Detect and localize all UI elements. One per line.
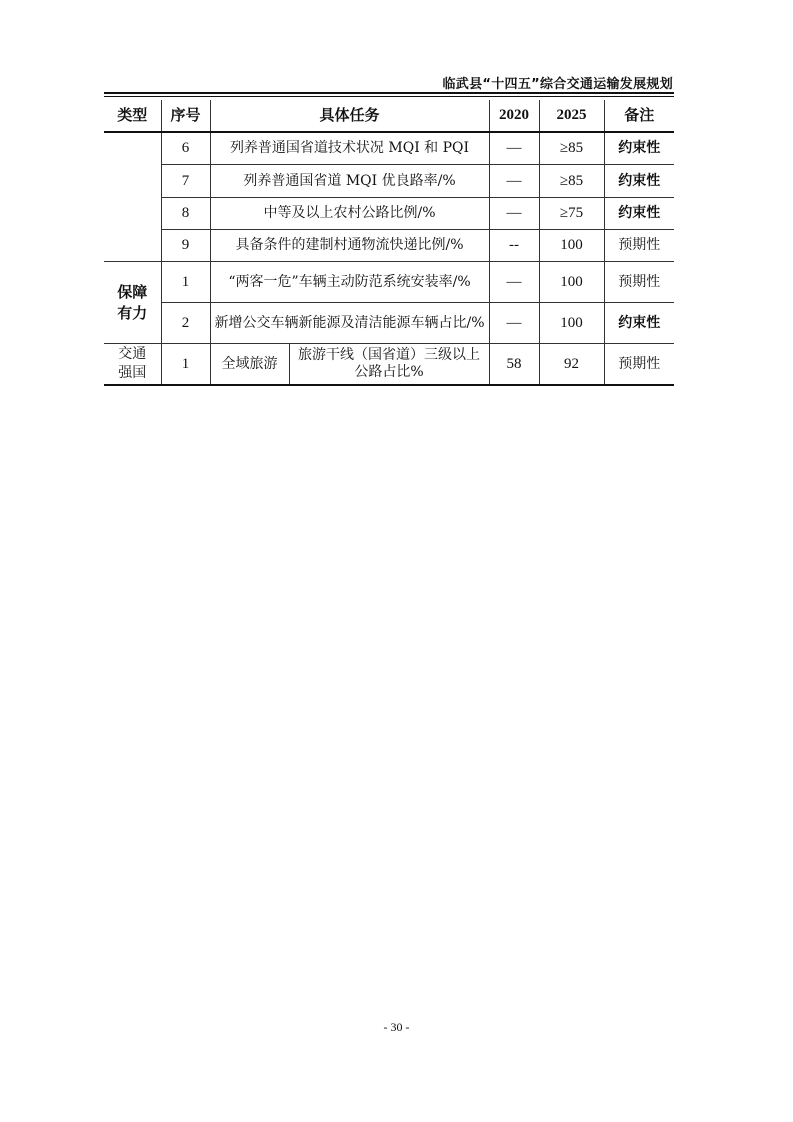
value-2020-cell: — (489, 132, 539, 165)
table-row (104, 165, 674, 198)
table-row (104, 230, 674, 262)
category-cell: 全域旅游 (210, 344, 289, 386)
value-2020-cell: — (489, 303, 539, 344)
note-cell: 约束性 (604, 165, 674, 198)
task-cell: 新增公交车辆新能源及清洁能源车辆占比/% (210, 303, 489, 344)
column-header-note: 备注 (604, 100, 674, 132)
task-cell: 中等及以上农村公路比例/% (210, 198, 489, 230)
header-rule (104, 92, 674, 94)
column-header-2020: 2020 (489, 100, 539, 132)
value-2020-cell: 58 (489, 344, 539, 386)
value-2025-cell: ≥85 (539, 132, 604, 165)
seq-cell: 9 (161, 230, 210, 262)
table-row (104, 198, 674, 230)
note-cell: 约束性 (604, 132, 674, 165)
note-cell: 预期性 (604, 344, 674, 386)
note-cell: 约束性 (604, 303, 674, 344)
task-cell: 具备条件的建制村通物流快递比例/% (210, 230, 489, 262)
header-rule-thin (104, 96, 674, 97)
table-header-row (104, 100, 674, 132)
table-row (104, 303, 674, 344)
type-cell: 交通强国 (104, 344, 161, 386)
value-2025-cell: 100 (539, 262, 604, 303)
table-row (104, 132, 674, 165)
value-2020-cell: — (489, 262, 539, 303)
note-cell: 预期性 (604, 262, 674, 303)
value-2025-cell: 100 (539, 303, 604, 344)
column-header-type: 类型 (104, 100, 161, 132)
note-cell: 预期性 (604, 230, 674, 262)
value-2025-cell: 92 (539, 344, 604, 386)
column-header-2025: 2025 (539, 100, 604, 132)
task-cell: “两客一危”车辆主动防范系统安装率/% (210, 262, 489, 303)
table-row (104, 344, 674, 386)
running-header: 临武县“十四五”综合交通运输发展规划 (442, 77, 673, 92)
task-cell: 旅游干线（国省道）三级以上公路占比% (289, 344, 489, 386)
value-2025-cell: 100 (539, 230, 604, 262)
seq-cell: 6 (161, 132, 210, 165)
seq-cell: 1 (161, 344, 210, 386)
column-header-task: 具体任务 (210, 100, 489, 132)
value-2020-cell: — (489, 165, 539, 198)
task-cell: 列养普通国省道 MQI 优良路率/% (210, 165, 489, 198)
value-2020-cell: -- (489, 230, 539, 262)
seq-cell: 1 (161, 262, 210, 303)
seq-cell: 7 (161, 165, 210, 198)
type-cell: 保障有力 (104, 262, 161, 344)
value-2020-cell: — (489, 198, 539, 230)
type-cell-empty (104, 132, 161, 262)
column-header-seq: 序号 (161, 100, 210, 132)
value-2025-cell: ≥75 (539, 198, 604, 230)
page-number: - 30 - (383, 1020, 410, 1034)
note-cell: 约束性 (604, 198, 674, 230)
seq-cell: 8 (161, 198, 210, 230)
seq-cell: 2 (161, 303, 210, 344)
task-table (104, 100, 674, 386)
task-cell: 列养普通国省道技术状况 MQI 和 PQI (210, 132, 489, 165)
table-row (104, 262, 674, 303)
value-2025-cell: ≥85 (539, 165, 604, 198)
